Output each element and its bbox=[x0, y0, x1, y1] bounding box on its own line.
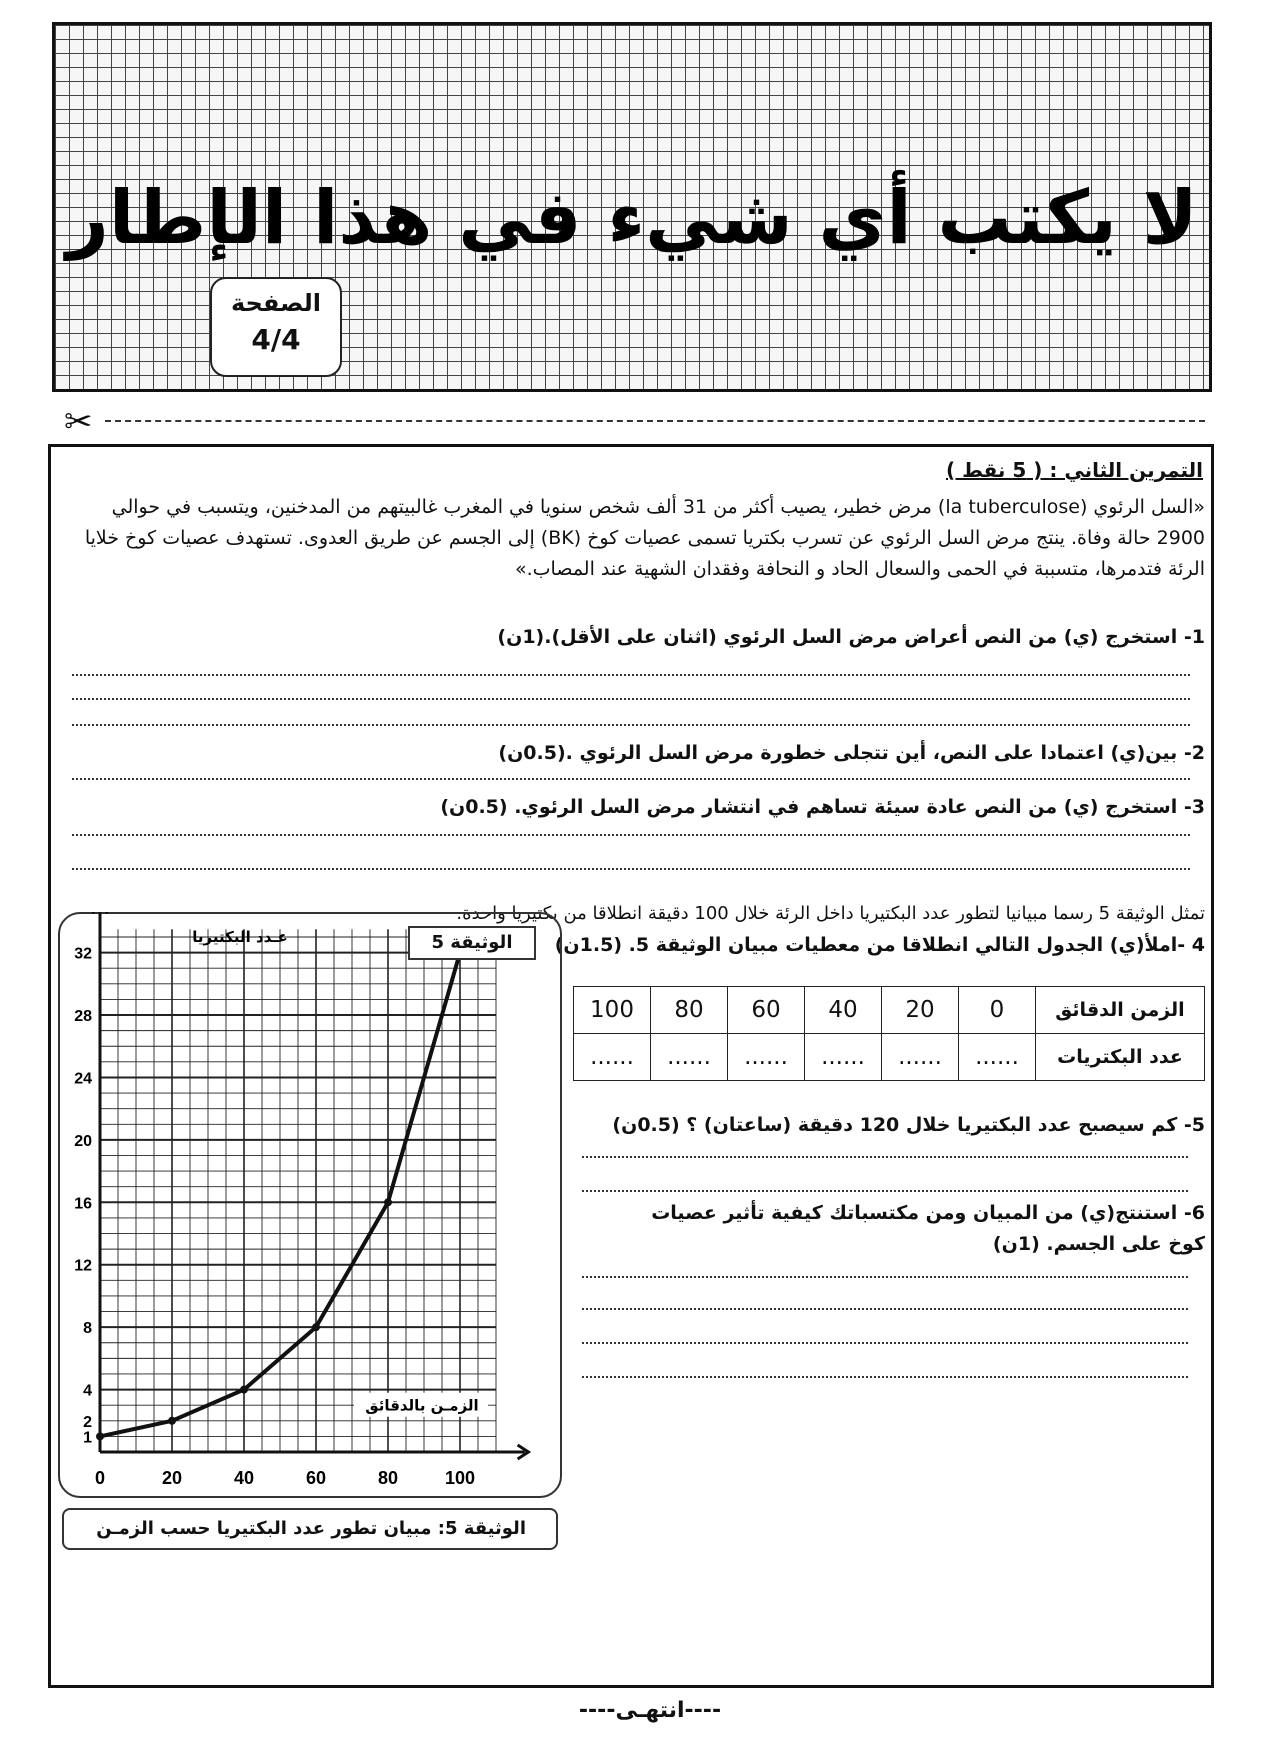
y-tick-label: 1 bbox=[83, 1429, 92, 1447]
y-tick-label: 28 bbox=[74, 1008, 92, 1026]
question-5: 5- كم سيصبح عدد البكتيريا خلال 120 دقيقة (ساعتان) ؟ (0.5ن) bbox=[612, 1114, 1205, 1136]
table-cell: 80 bbox=[651, 987, 728, 1034]
table-cell: 40 bbox=[805, 987, 882, 1034]
question-4: 4 -املأ(ي) الجدول التالي انطلاقا من معطيات مبيان الوثيقة 5. (1.5ن) bbox=[554, 934, 1205, 956]
answer-line[interactable] bbox=[72, 698, 1190, 700]
answer-line[interactable] bbox=[72, 778, 1190, 780]
end-mark: ----انتهـى---- bbox=[578, 1698, 722, 1723]
no-write-frame bbox=[52, 22, 1212, 392]
table-input-cell[interactable]: ...... bbox=[574, 1034, 651, 1081]
table-input-cell[interactable]: ...... bbox=[882, 1034, 959, 1081]
x-tick-label: 100 bbox=[444, 1468, 476, 1488]
cut-line bbox=[105, 420, 1205, 422]
question-1: 1- استخرج (ي) من النص أعراض مرض السل الرئوي (اثنان على الأقل).(1ن) bbox=[497, 626, 1205, 648]
table-row bbox=[574, 1034, 1205, 1081]
answer-line[interactable] bbox=[72, 868, 1190, 870]
data-point bbox=[384, 1198, 392, 1206]
chart-caption: الوثيقة 5: مبيان تطور عدد البكتيريا حسب الزمـن bbox=[62, 1508, 558, 1550]
x-tick-label: 40 bbox=[233, 1468, 255, 1488]
x-tick-label: 60 bbox=[305, 1468, 327, 1488]
answer-line[interactable] bbox=[582, 1376, 1188, 1378]
x-tick-label: 80 bbox=[377, 1468, 399, 1488]
page-number: 4/4 bbox=[251, 323, 301, 356]
bacteria-growth-chart bbox=[58, 912, 562, 1498]
data-point bbox=[168, 1417, 176, 1425]
table-input-cell[interactable]: ...... bbox=[728, 1034, 805, 1081]
y-tick-label: 20 bbox=[74, 1132, 92, 1150]
page-label: الصفحة bbox=[230, 289, 321, 317]
exercise-heading bbox=[946, 458, 1203, 482]
table-row-label: عدد البكتريات bbox=[1036, 1034, 1205, 1081]
table-cell: 100 bbox=[574, 987, 651, 1034]
document-5-intro: تمثل الوثيقة 5 رسما مبيانيا لتطور عدد البكتيريا داخل الرئة خلال 100 دقيقة انطلاقا من بكتيريا واحدة. bbox=[456, 903, 1205, 924]
y-tick-label: 4 bbox=[83, 1382, 92, 1400]
answer-line[interactable] bbox=[72, 724, 1190, 726]
answer-line[interactable] bbox=[582, 1342, 1188, 1344]
y-tick-label: 2 bbox=[83, 1413, 92, 1431]
y-tick-label: 16 bbox=[74, 1195, 92, 1213]
question-3: 3- استخرج (ي) من النص عادة سيئة تساهم في انتشار مرض السل الرئوي. (0.5ن) bbox=[440, 796, 1205, 818]
question-2: 2- بين(ي) اعتمادا على النص، أين تتجلى خطورة مرض السل الرئوي .(0.5ن) bbox=[498, 742, 1205, 764]
data-table bbox=[573, 986, 1205, 1081]
no-write-warning: لا يكتب أي شيء في هذا الإطار bbox=[66, 175, 1198, 261]
data-point bbox=[96, 1432, 104, 1440]
y-tick-label: 32 bbox=[74, 945, 92, 963]
x-tick-label: 20 bbox=[161, 1468, 183, 1488]
data-point bbox=[240, 1386, 248, 1394]
y-tick-label: 24 bbox=[74, 1070, 92, 1088]
answer-line[interactable] bbox=[582, 1190, 1188, 1192]
y-tick-label: 12 bbox=[74, 1257, 92, 1275]
page-number-box bbox=[210, 277, 342, 377]
table-cell: 0 bbox=[959, 987, 1036, 1034]
x-axis-label: الزمـن بالدقائق bbox=[365, 1396, 479, 1415]
table-row bbox=[574, 987, 1205, 1034]
answer-line[interactable] bbox=[582, 1308, 1188, 1310]
table-cell: 20 bbox=[882, 987, 959, 1034]
data-point bbox=[312, 1323, 320, 1331]
y-tick-label: 8 bbox=[83, 1320, 92, 1338]
question-6: 6- استنتج(ي) من المبيان ومن مكتسباتك كيفية تأثير عصيات كوخ على الجسم. (1ن) bbox=[651, 1202, 1205, 1255]
table-input-cell[interactable]: ...... bbox=[959, 1034, 1036, 1081]
answer-line[interactable] bbox=[582, 1276, 1188, 1278]
table-row-label: الزمن الدقائق bbox=[1036, 987, 1205, 1034]
scissors-icon: ✂ bbox=[64, 402, 93, 442]
exercise-title: التمرين الثاني : bbox=[1049, 458, 1203, 482]
document-label: الوثيقة 5 bbox=[408, 926, 536, 960]
exercise-text: «السل الرئوي (la tuberculose) مرض خطير، يصيب أكثر من 31 ألف شخص سنويا في المغرب غالبيتهم من المدخنين، ويتسبب في حوالي 2900 حالة وفاة. ينتج مرض السل الرئوي عن تسرب بكتريا تسمى عصيات كوخ (BK) إلى الجسم عن طريق العدوى. تستهدف عصيات كوخ خلايا الرئة فتدمرها، متسببة في الحمى والسعال الحاد و النحافة وفقدان الشهية عند المصاب.» bbox=[84, 496, 1205, 580]
exercise-points: ( 5 نقط ) bbox=[946, 458, 1043, 482]
answer-line[interactable] bbox=[72, 834, 1190, 836]
answer-line[interactable] bbox=[72, 674, 1190, 676]
table-input-cell[interactable]: ...... bbox=[805, 1034, 882, 1081]
answer-line[interactable] bbox=[582, 1156, 1188, 1158]
y-axis-label: عـدد البكتيريا bbox=[192, 928, 288, 946]
table-input-cell[interactable]: ...... bbox=[651, 1034, 728, 1081]
table-cell: 60 bbox=[728, 987, 805, 1034]
x-tick-label: 0 bbox=[94, 1468, 106, 1488]
